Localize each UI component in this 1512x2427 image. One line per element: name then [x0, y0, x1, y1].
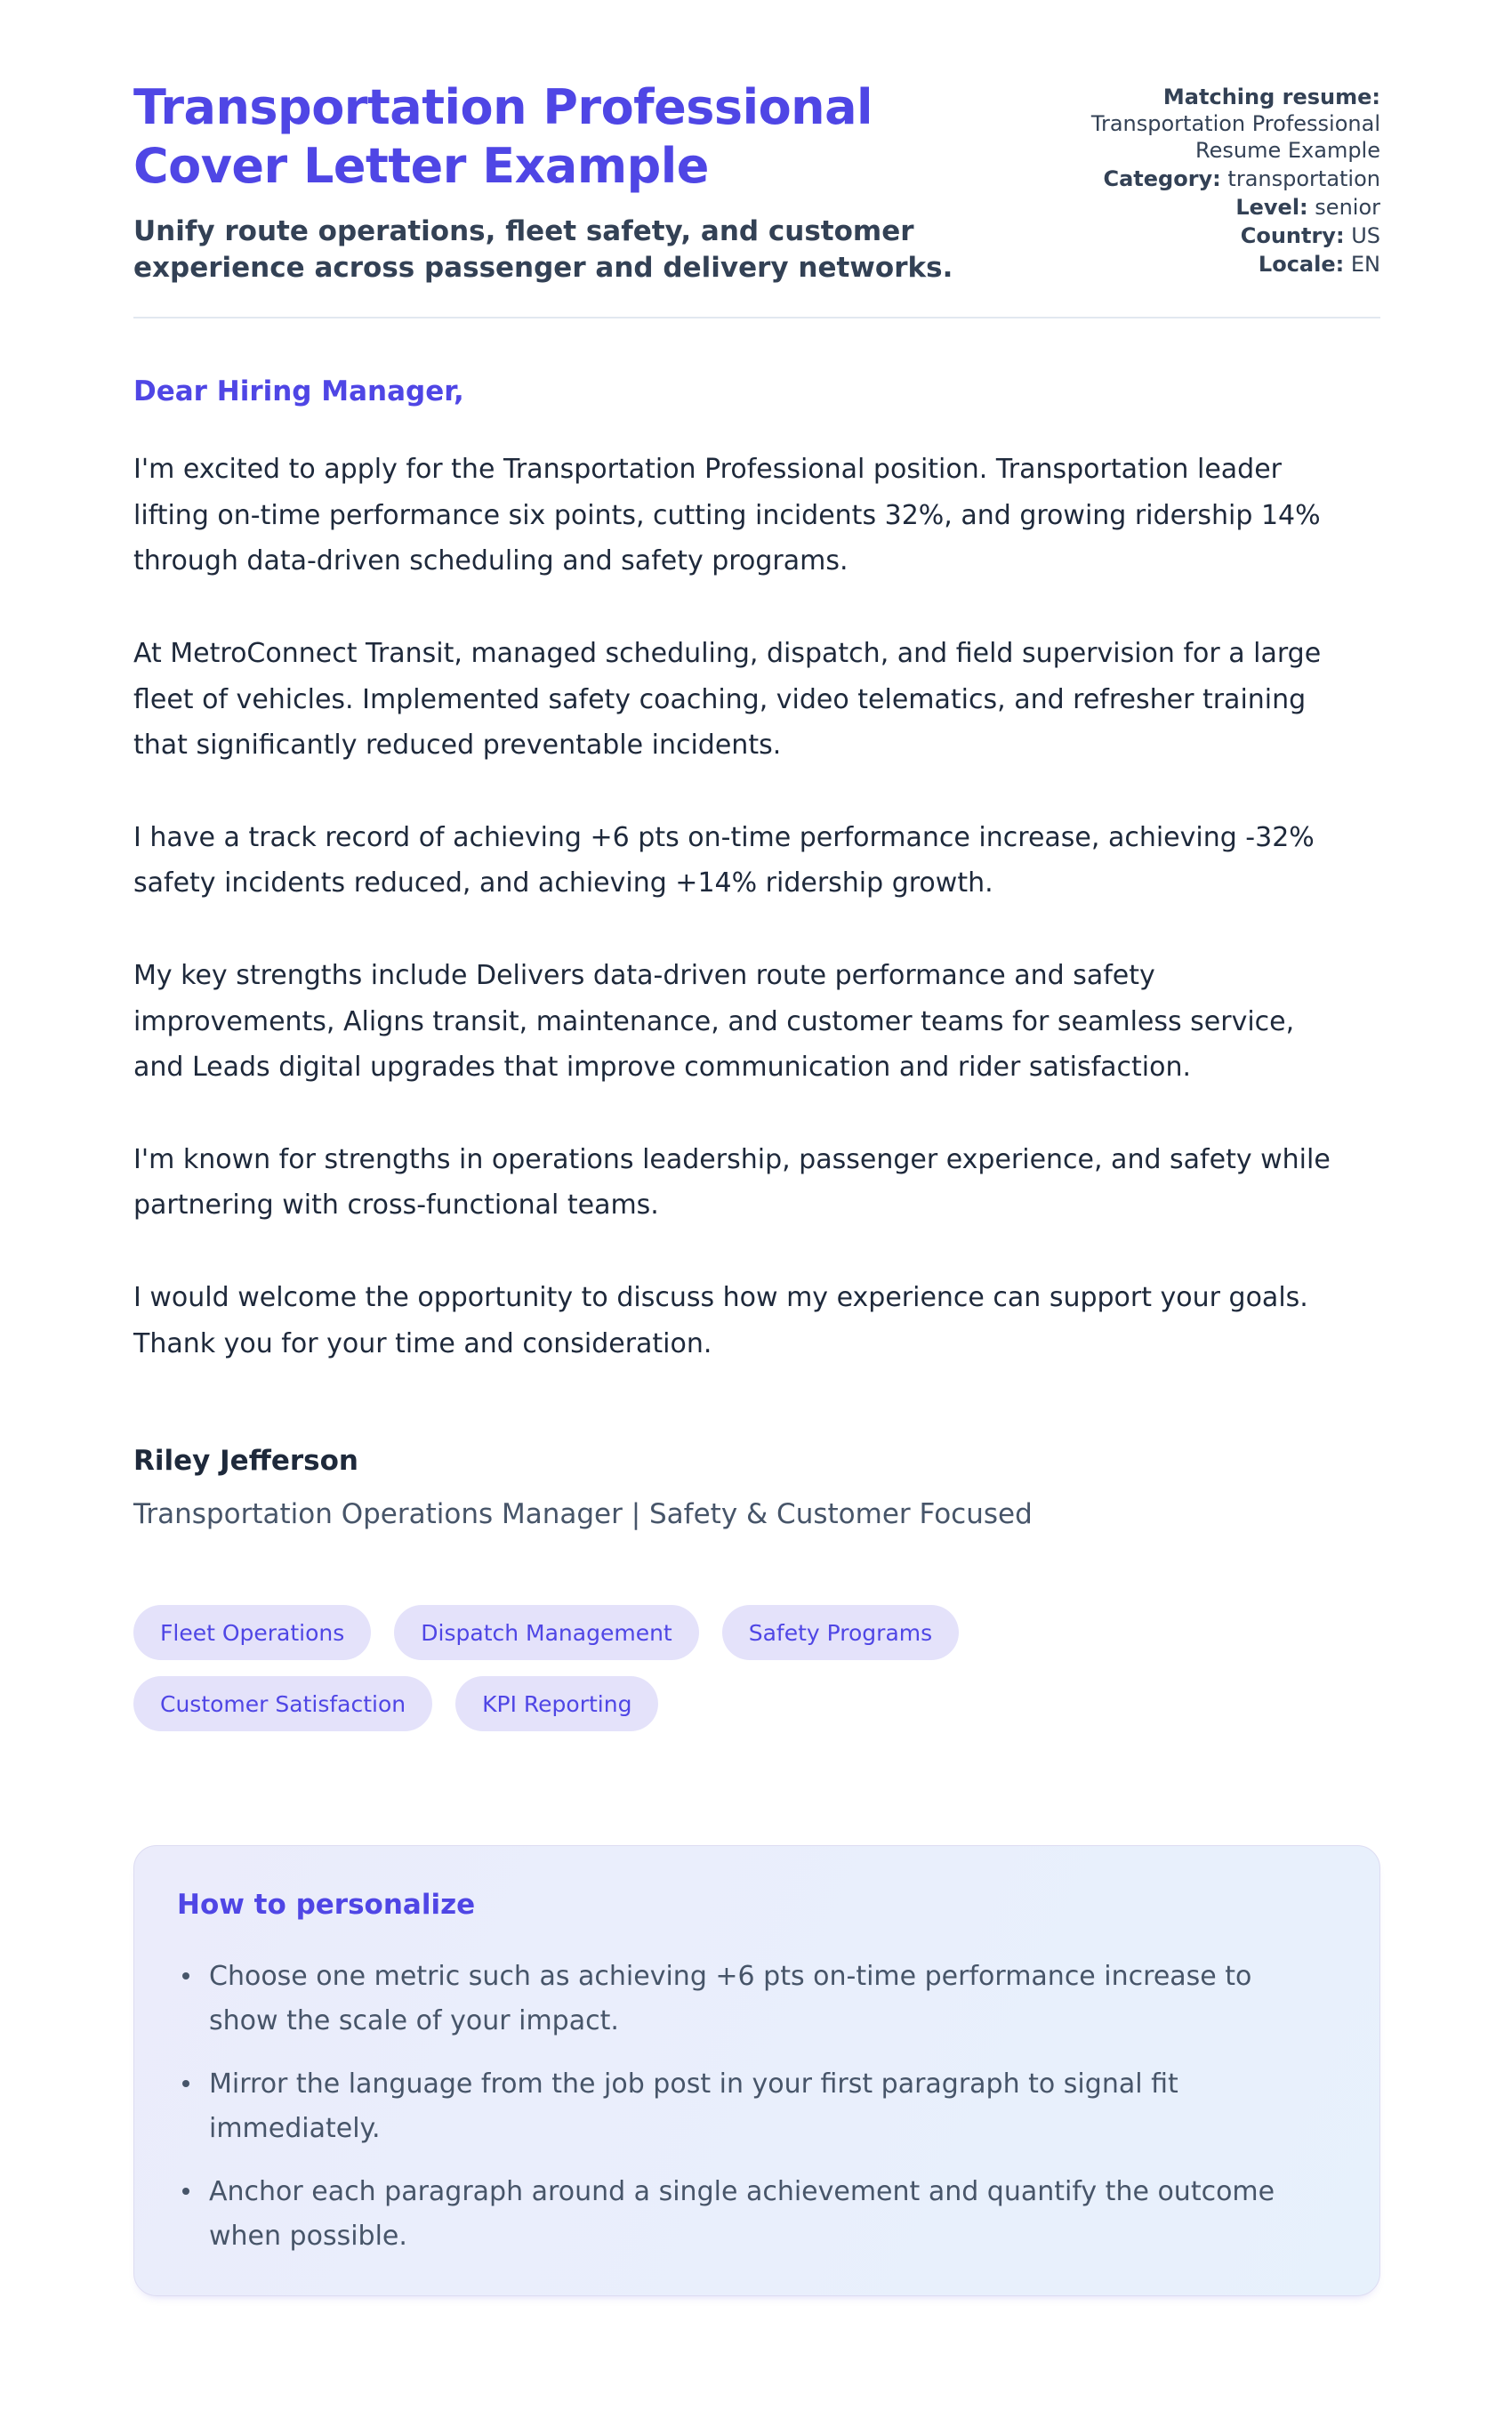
meta-country: [1025, 222, 1380, 249]
letter-paragraph: I'm known for strengths in operations leadership, passenger experience, and safety while partnering with cross-functional teams.: [133, 1143, 1331, 1222]
meta-matching-resume-value: Transportation Professional Resume Example: [1090, 111, 1380, 163]
signature-role: Transportation Operations Manager | Safety & Customer Focused: [133, 1498, 1033, 1531]
signature-name: Riley Jefferson: [133, 1445, 358, 1478]
meta-level-label: Level:: [1235, 195, 1308, 220]
resume-meta-block: [1025, 84, 1380, 279]
letter-greeting: Dear Hiring Manager,: [133, 375, 464, 408]
meta-country-value: US: [1351, 223, 1380, 248]
meta-locale-label: Locale:: [1258, 252, 1345, 277]
tips-list: [177, 1955, 1333, 2258]
tip-item: Mirror the language from the job post in your first paragraph to signal fit immediately.: [177, 2062, 1307, 2150]
meta-category-value: transportation: [1227, 166, 1380, 191]
meta-category-label: Category:: [1103, 166, 1221, 191]
letter-paragraph: My key strengths include Delivers data-driven route performance and safety improvements, Aligns transit, maintenance, and customer teams for seamless service, and Leads digital upgrades that improve communication and rider satisfaction.: [133, 959, 1295, 1084]
meta-level-value: senior: [1315, 195, 1380, 220]
tip-item: Choose one metric such as achieving +6 pts on-time performance increase to show the scale of your impact.: [177, 1955, 1307, 2043]
tag-pill-customer-satisfaction[interactable]: Customer Satisfaction: [133, 1676, 432, 1731]
letter-paragraph: I have a track record of achieving +6 pts on-time performance increase, achieving -32% safety incidents reduced, and achieving +14% ridership growth.: [133, 821, 1315, 899]
skill-tags: [133, 1605, 1245, 1731]
meta-category: [1025, 165, 1380, 192]
tag-pill-fleet-operations[interactable]: Fleet Operations: [133, 1605, 371, 1660]
signature-block: [133, 1445, 1380, 1530]
meta-matching-resume-label: Matching resume:: [1162, 85, 1380, 109]
meta-level: [1025, 194, 1380, 221]
letter-paragraph: At MetroConnect Transit, managed scheduling, dispatch, and field supervision for a large fleet of vehicles. Implemented safety coaching, video telematics, and refresher training that significantly reduced preventable incidents.: [133, 637, 1322, 762]
letter-paragraph: I would welcome the opportunity to discuss how my experience can support your goals. Thank you for your time and consideration.: [133, 1281, 1308, 1359]
how-to-personalize-card: [133, 1845, 1380, 2296]
tips-heading: How to personalize: [177, 1889, 476, 1922]
tag-pill-safety-programs[interactable]: Safety Programs: [722, 1605, 959, 1660]
title-block: [133, 78, 989, 286]
header-divider: [133, 317, 1380, 318]
letter-body: [133, 447, 1380, 1367]
tag-pill-kpi-reporting[interactable]: KPI Reporting: [455, 1676, 658, 1731]
meta-locale: [1025, 251, 1380, 278]
letter-paragraph: I'm excited to apply for the Transportation Professional position. Transportation leader lifting on-time performance six points, cutting incidents 32%, and growing ridership 14% through data-driven scheduling and safety programs.: [133, 454, 1321, 577]
meta-locale-value: EN: [1350, 252, 1380, 277]
page-title: Transportation Professional Cover Letter Example: [133, 79, 873, 194]
page-subtitle: Unify route operations, fleet safety, and customer experience across passenger and delivery networks.: [133, 214, 953, 284]
page-header: [133, 78, 1380, 286]
meta-country-label: Country:: [1240, 223, 1345, 248]
tag-pill-dispatch-management[interactable]: Dispatch Management: [394, 1605, 698, 1660]
tip-item: Anchor each paragraph around a single achievement and quantify the outcome when possible.: [177, 2170, 1307, 2258]
meta-matching-resume: [1025, 84, 1380, 164]
